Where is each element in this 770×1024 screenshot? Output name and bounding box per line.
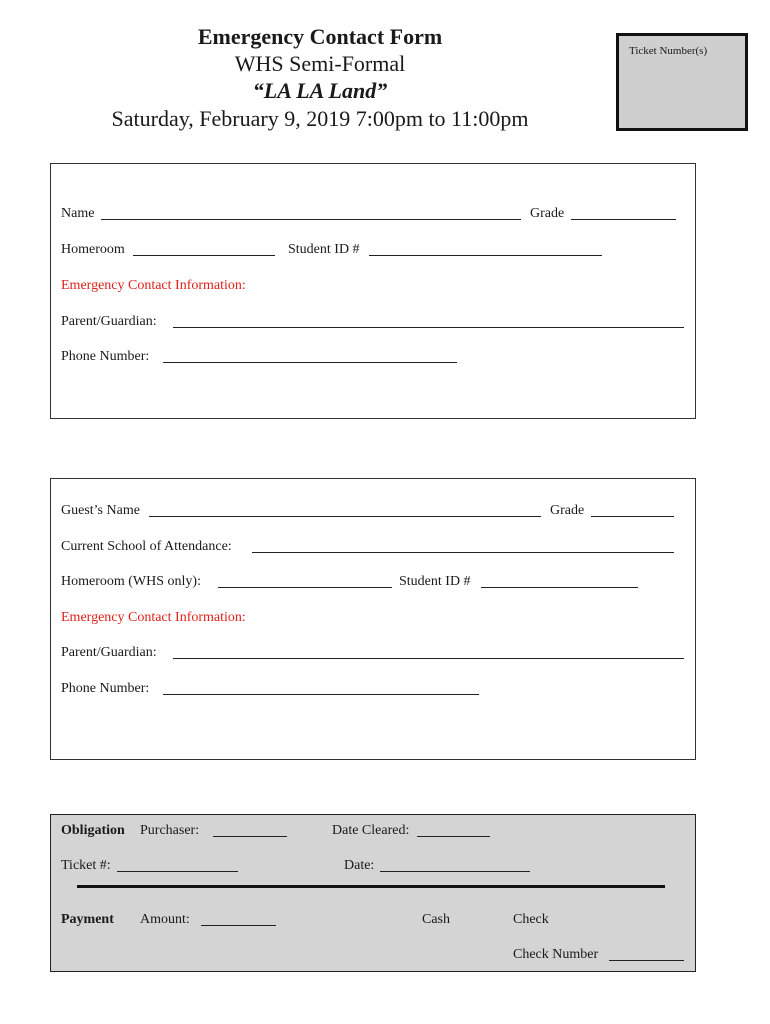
purchaser-label: Purchaser: xyxy=(140,823,200,838)
guest-student-id-field[interactable] xyxy=(481,587,638,588)
school-field[interactable] xyxy=(252,552,674,553)
school-label: Current School of Attendance: xyxy=(61,539,232,554)
divider xyxy=(77,885,665,888)
guest-student-id-label: Student ID # xyxy=(399,574,471,589)
purchaser-field[interactable] xyxy=(213,836,287,837)
check-number-label: Check Number xyxy=(513,947,599,962)
guest-homeroom-label: Homeroom (WHS only): xyxy=(61,574,201,589)
payment-label: Payment xyxy=(61,912,114,927)
guest-grade-label: Grade xyxy=(550,503,585,518)
check-option[interactable]: Check xyxy=(513,912,549,927)
grade-field[interactable] xyxy=(571,219,676,220)
guest-parent-label: Parent/Guardian: xyxy=(61,645,157,660)
name-label: Name xyxy=(61,206,95,221)
event-datetime: Saturday, February 9, 2019 7:00pm to 11:00pm xyxy=(111,106,529,131)
guest-parent-field[interactable] xyxy=(173,658,684,659)
date-label: Date: xyxy=(344,858,375,873)
parent-label: Parent/Guardian: xyxy=(61,314,157,329)
phone-label: Phone Number: xyxy=(61,349,150,364)
guest-homeroom-field[interactable] xyxy=(218,587,392,588)
phone-field[interactable] xyxy=(163,362,457,363)
guest-phone-label: Phone Number: xyxy=(61,681,150,696)
grade-label: Grade xyxy=(530,206,565,221)
check-number-field[interactable] xyxy=(609,960,684,961)
guest-name-label: Guest’s Name xyxy=(61,503,140,518)
guest-phone-field[interactable] xyxy=(163,694,479,695)
office-ticket-field[interactable] xyxy=(117,871,238,872)
form-header xyxy=(60,24,580,133)
student-id-label: Student ID # xyxy=(288,242,360,257)
obligation-label: Obligation xyxy=(61,823,125,838)
date-field[interactable] xyxy=(380,871,530,872)
parent-field[interactable] xyxy=(173,327,684,328)
guest-section xyxy=(50,478,696,760)
ticket-number-box[interactable] xyxy=(616,33,748,131)
cash-option[interactable]: Cash xyxy=(422,912,450,927)
guest-name-field[interactable] xyxy=(149,516,541,517)
event-theme: “LA LA Land” xyxy=(252,78,388,103)
emergency-heading: Emergency Contact Information: xyxy=(61,278,246,293)
name-field[interactable] xyxy=(101,219,521,220)
event-name: WHS Semi-Formal xyxy=(234,51,406,76)
date-cleared-label: Date Cleared: xyxy=(332,823,410,838)
office-ticket-label: Ticket #: xyxy=(61,858,111,873)
guest-emergency-heading: Emergency Contact Information: xyxy=(61,610,246,625)
amount-label: Amount: xyxy=(140,912,190,927)
student-section xyxy=(50,163,696,419)
amount-field[interactable] xyxy=(201,925,276,926)
office-use-section xyxy=(50,814,696,972)
homeroom-field[interactable] xyxy=(133,255,275,256)
student-id-field[interactable] xyxy=(369,255,602,256)
date-cleared-field[interactable] xyxy=(417,836,490,837)
form-title: Emergency Contact Form xyxy=(197,24,443,49)
guest-grade-field[interactable] xyxy=(591,516,674,517)
ticket-number-label: Ticket Number(s) xyxy=(629,45,708,57)
homeroom-label: Homeroom xyxy=(61,242,125,257)
